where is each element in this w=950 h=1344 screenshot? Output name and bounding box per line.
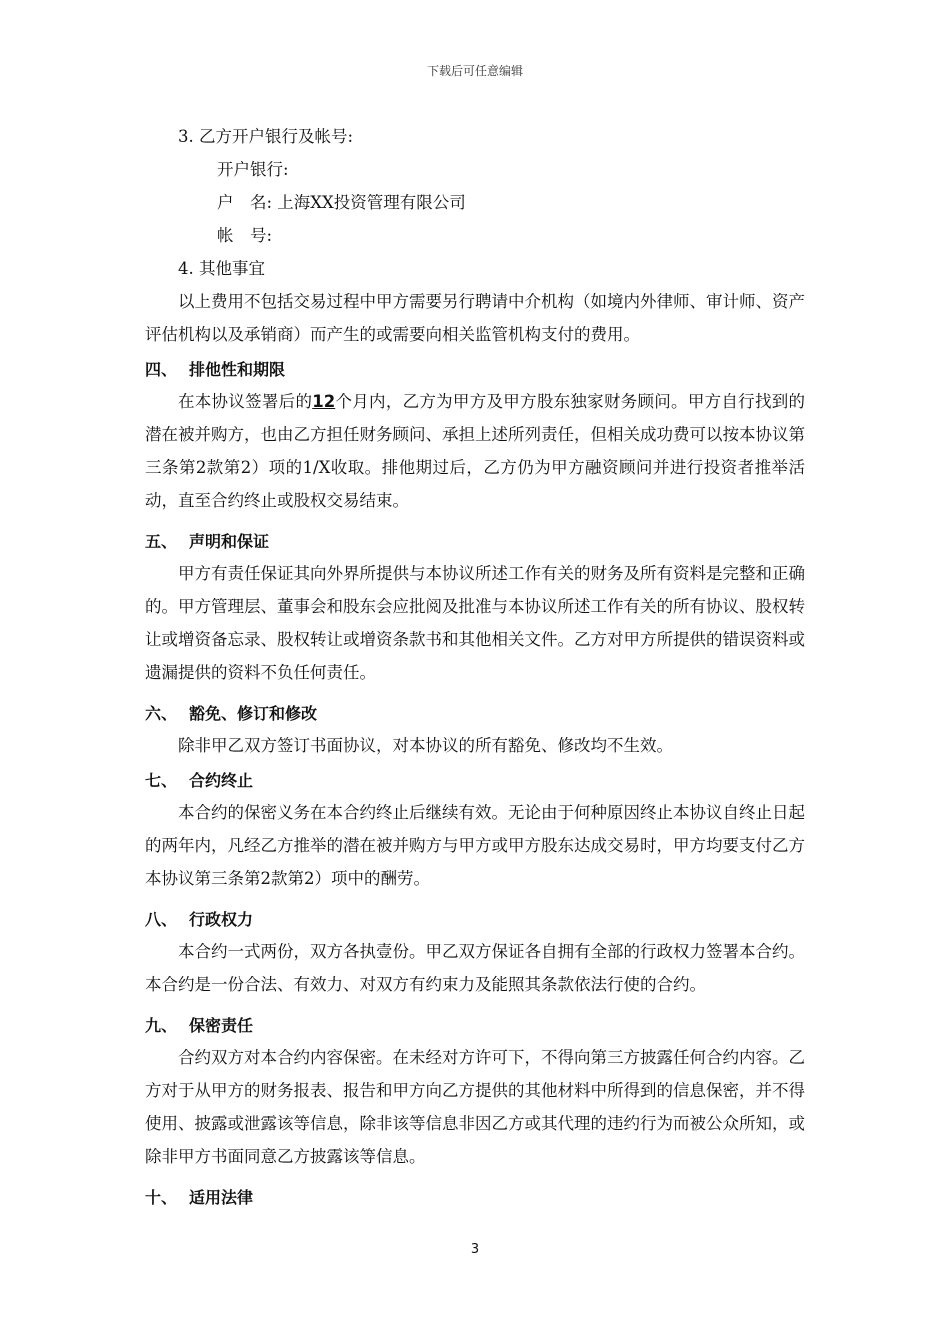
section-6-text: 除非甲乙双方签订书面协议，对本协议的所有豁免、修改均不生效。 — [178, 736, 673, 755]
section-10-number: 十、 — [145, 1188, 178, 1207]
section-7-heading — [145, 766, 805, 796]
account-title: 3. 乙方开户银行及帐号: — [178, 127, 354, 146]
section-8-title: 行政权力 — [189, 910, 254, 929]
section-10-title: 适用法律 — [189, 1188, 254, 1207]
section-5-heading — [145, 527, 805, 557]
section-8-text: 本合约一式两份，双方各执壹份。甲乙双方保证各自拥有全部的行政权力签署本合约。本合约是一份合法、有效力、对双方有约束力及能照其条款依法行使的合约。 — [145, 942, 805, 994]
section-4-title: 排他性和期限 — [189, 360, 286, 379]
section-9-text: 合约双方对本合约内容保密。在未经对方许可下，不得向第三方披露任何合约内容。乙方对于从甲方的财务报表、报告和甲方向乙方提供的其他材料中所得到的信息保密，并不得使用、披露或泄露该等信息，除非该等信息非因乙方或其代理的违约行为而被公众所知，或除非甲方书面同意乙方披露该等信息。 — [145, 1048, 805, 1166]
section-5-text: 甲方有责任保证其向外界所提供与本协议所述工作有关的财务及所有资料是完整和正确的。甲方管理层、董事会和股东会应批阅及批准与本协议所述工作有关的所有协议、股权转让或增资备忘录、股权转让或增资条款书和其他相关文件。乙方对甲方所提供的错误资料或遗漏提供的资料不负任何责任。 — [145, 564, 805, 682]
section-4-heading — [145, 355, 805, 385]
account-name: 户 名: 上海XX投资管理有限公司 — [217, 193, 466, 212]
section-7-title: 合约终止 — [189, 771, 254, 790]
section-8-number: 八、 — [145, 910, 178, 929]
account-number: 帐 号: — [217, 226, 273, 245]
section-5-number: 五、 — [145, 532, 178, 551]
section-4-text-pre: 在本协议签署后的 — [178, 392, 313, 411]
other-matters-text: 以上费用不包括交易过程中甲方需要另行聘请中介机构（如境内外律师、审计师、资产评估机构以及承销商）而产生的或需要向相关监管机构支付的费用。 — [145, 292, 805, 344]
section-6-number: 六、 — [145, 704, 178, 723]
page-header: 下载后可任意编辑 — [426, 64, 523, 78]
section-8-heading — [145, 905, 805, 935]
section-7-number: 七、 — [145, 771, 178, 790]
section-4-number: 四、 — [145, 360, 178, 379]
section-4-text — [145, 385, 805, 517]
section-9-number: 九、 — [145, 1016, 178, 1035]
section-9-heading — [145, 1011, 805, 1041]
section-9-title: 保密责任 — [189, 1016, 254, 1035]
exclusivity-months: 12 — [312, 392, 336, 411]
section-10-heading — [145, 1183, 805, 1213]
section-7-text: 本合约的保密义务在本合约终止后继续有效。无论由于何种原因终止本协议自终止日起的两年内，凡经乙方推举的潜在被并购方与甲方或甲方股东达成交易时，甲方均要支付乙方本协议第三条第2款第2）项中的酬劳。 — [145, 803, 805, 888]
section-5-title: 声明和保证 — [189, 532, 270, 551]
document-body — [145, 120, 805, 1213]
account-bank: 开户银行: — [217, 160, 289, 179]
section-4-text-post: 个月内，乙方为甲方及甲方股东独家财务顾问。甲方自行找到的潜在被并购方，也由乙方担任财务顾问、承担上述所列责任，但相关成功费可以按本协议第三条第2款第2）项的1/X收取。排他期过后，乙方仍为甲方融资顾问并进行投资者推举活动，直至合约终止或股权交易结束。 — [145, 392, 806, 510]
section-6-title: 豁免、修订和修改 — [189, 704, 318, 723]
page-number: 3 — [470, 1242, 480, 1257]
section-6-heading — [145, 699, 805, 729]
other-matters-title: 4. 其他事宜 — [178, 259, 265, 278]
